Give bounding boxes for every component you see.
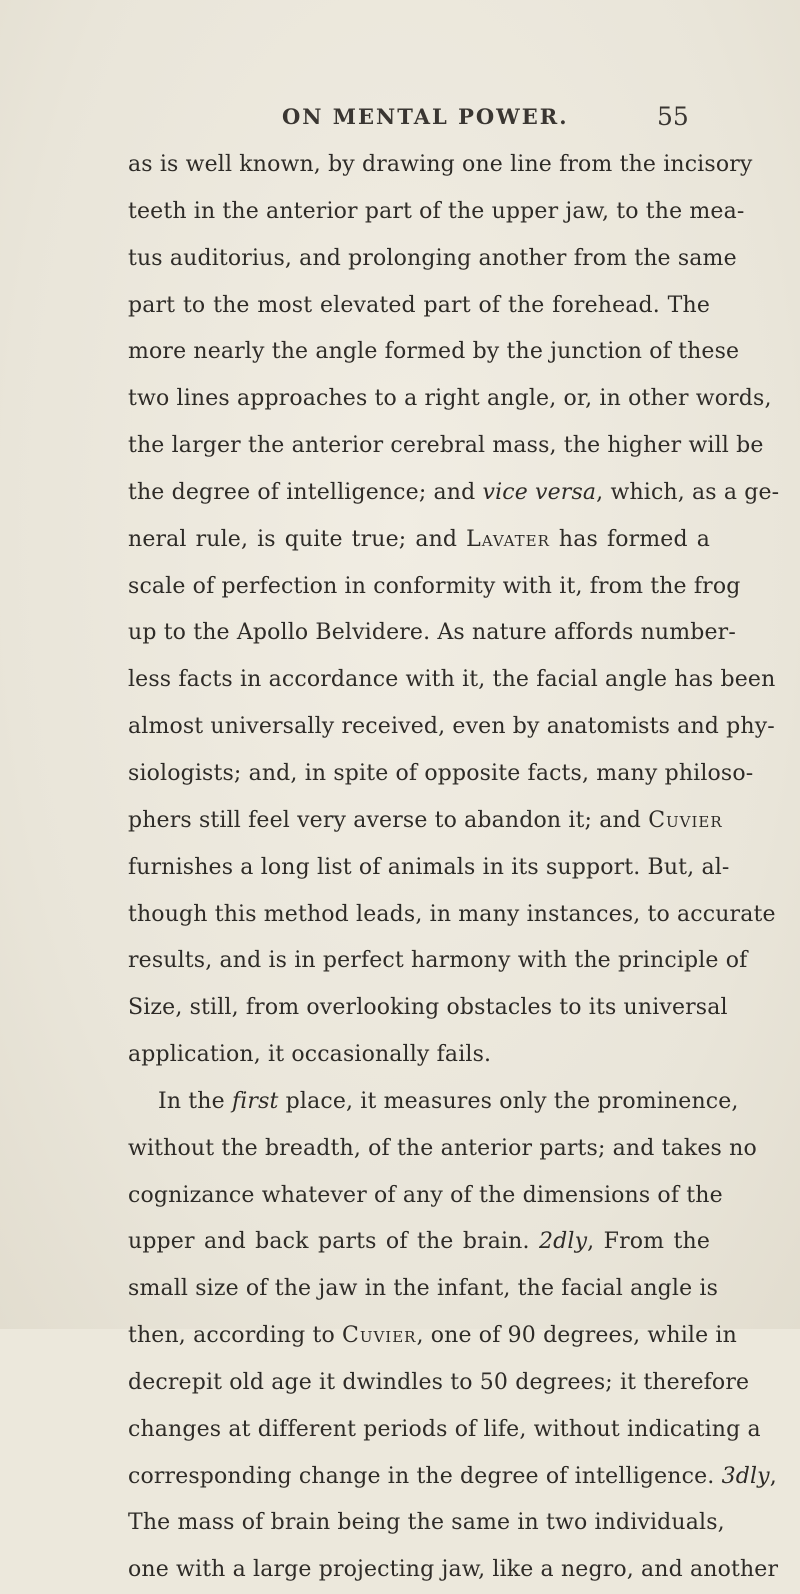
text-run: up to the Apollo Belvidere. As nature affords number- <box>128 620 736 646</box>
text-run: , <box>769 1463 777 1489</box>
text-line <box>128 423 764 470</box>
text-run: two lines approaches to a right angle, or, in other words, <box>128 386 772 412</box>
text-line <box>128 1500 725 1547</box>
text-run: though this method leads, in many instances, to accurate <box>128 901 776 927</box>
text-run: place, it measures only the prominence, <box>278 1088 739 1114</box>
text-run: , From the <box>587 1229 710 1255</box>
text-line <box>128 1079 739 1126</box>
small-caps-name: Cuvier <box>648 807 723 833</box>
text-run: results, and is in perfect harmony with the principle of <box>128 948 748 974</box>
page-number: 55 <box>657 102 689 131</box>
text-run: scale of perfection in conformity with it, from the frog <box>128 573 741 599</box>
text-line <box>128 142 753 189</box>
text-line <box>128 892 776 939</box>
text-run: then, according to <box>128 1323 342 1349</box>
text-line <box>128 985 728 1032</box>
italic-text: 2dly <box>539 1229 588 1255</box>
text-run: without the breadth, of the anterior parts; and takes no <box>128 1135 757 1161</box>
text-line <box>128 376 772 423</box>
text-line <box>128 564 741 611</box>
text-run: , which, as a ge- <box>596 479 780 505</box>
text-line <box>128 189 745 236</box>
text-run: , one of 90 degrees, while in <box>416 1323 737 1349</box>
text-run: the larger the anterior cerebral mass, the higher will be <box>128 433 764 459</box>
text-line <box>128 798 723 845</box>
text-line <box>128 845 730 892</box>
text-line <box>128 1219 710 1266</box>
italic-text: first <box>231 1088 279 1114</box>
text-run: the degree of intelligence; and <box>128 479 483 505</box>
text-line <box>128 236 737 283</box>
text-run: neral rule, is quite true; and <box>128 526 467 552</box>
text-line <box>128 751 754 798</box>
text-run: corresponding change in the degree of intelligence. <box>128 1463 722 1489</box>
text-line <box>128 938 748 985</box>
running-title: ON MENTAL POWER. <box>282 104 569 129</box>
text-run: as is well known, by drawing one line from the incisory <box>128 152 753 177</box>
text-run: furnishes a long list of animals in its support. But, al- <box>128 854 730 880</box>
text-line <box>128 517 710 564</box>
small-caps-name: Lavater <box>466 526 550 552</box>
text-run: teeth in the anterior part of the upper jaw, to the mea- <box>128 198 745 224</box>
small-caps-name: Cuvier <box>342 1323 417 1349</box>
text-line <box>128 1126 757 1173</box>
text-run: cognizance whatever of any of the dimensions of the <box>128 1182 723 1208</box>
text-run: tus auditorius, and prolonging another from the same <box>128 245 737 271</box>
text-run: less facts in accordance with it, the facial angle has been <box>128 667 776 693</box>
text-run: siologists; and, in spite of opposite facts, many philoso- <box>128 760 754 786</box>
text-run: phers still feel very averse to abandon it; and <box>128 807 649 833</box>
text-run: application, it occasionally fails. <box>128 1042 492 1068</box>
text-line <box>128 657 776 704</box>
text-run: small size of the jaw in the infant, the facial angle is <box>128 1276 719 1302</box>
text-line <box>128 704 775 751</box>
body-text <box>128 142 780 1594</box>
text-line <box>128 1313 737 1360</box>
text-line <box>128 1407 761 1454</box>
text-line <box>128 283 710 330</box>
text-line <box>128 610 736 657</box>
text-run: The mass of brain being the same in two individuals, <box>128 1510 725 1536</box>
text-run: part to the most elevated part of the forehead. The <box>128 292 710 318</box>
text-line <box>128 329 740 376</box>
text-run: more nearly the angle formed by the junction of these <box>128 339 740 365</box>
text-run: Size, still, from overlooking obstacles to its universal <box>128 995 728 1021</box>
text-line <box>128 1454 777 1501</box>
text-line <box>128 1173 723 1220</box>
text-run: one with a large projecting jaw, like a negro, and another <box>128 1557 779 1583</box>
italic-text: vice versa <box>482 479 597 505</box>
text-run: upper and back parts of the brain. <box>128 1229 539 1255</box>
text-run: has formed a <box>549 526 710 552</box>
text-line <box>128 470 780 517</box>
text-run: decrepit old age it dwindles to 50 degrees; it therefore <box>128 1369 750 1395</box>
text-run: changes at different periods of life, without indicating a <box>128 1416 761 1442</box>
text-line <box>128 1547 779 1594</box>
text-line <box>128 1266 719 1313</box>
text-run: In the <box>158 1088 232 1114</box>
text-line <box>128 1032 710 1079</box>
text-line <box>128 1360 750 1407</box>
italic-text: 3dly <box>721 1463 770 1489</box>
text-run: almost universally received, even by anatomists and phy- <box>128 714 775 740</box>
running-head <box>0 104 800 136</box>
